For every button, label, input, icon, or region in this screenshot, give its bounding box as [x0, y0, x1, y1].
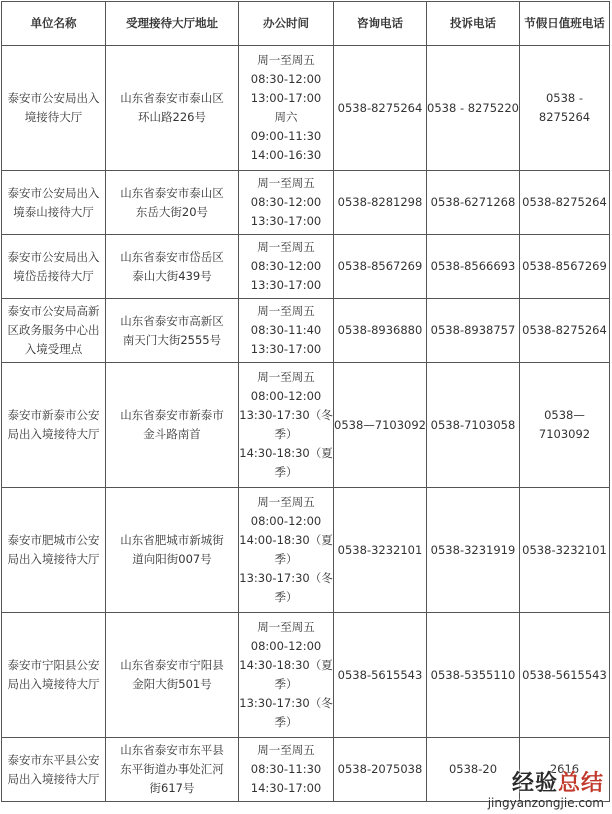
hours-cell: 周一至周五 08:30-12:00 13:00-17:00 周六 09:00-11:30 14:00-16:30: [239, 46, 334, 171]
consult-phone-cell: 0538-8275264: [334, 46, 427, 171]
unit-name-cell: 泰安市公安局高新 区政务服务中心出 入境受理点: [2, 299, 106, 363]
complaint-phone-cell: 0538-3231919: [427, 488, 520, 613]
hours-cell: 周一至周五 08:30-11:40 13:30-17:00: [239, 299, 334, 363]
holiday-phone-cell: 0538-5615543: [520, 613, 610, 738]
address-cell: 山东省泰安市东平县 东平街道办事处汇河 街617号: [106, 738, 239, 802]
hours-cell: 周一至周五 08:00-12:00 14:30-18:30（夏 季） 13:30-17:30（冬 季）: [239, 613, 334, 738]
header-unit: 单位名称: [2, 2, 106, 46]
address-cell: 山东省泰安市高新区 南天门大街2555号: [106, 299, 239, 363]
hours-cell: 周一至周五 08:00-12:00 14:00-18:30（夏 季） 13:30-17:30（冬 季）: [239, 488, 334, 613]
header-address: 受理接待大厅地址: [106, 2, 239, 46]
table-row: [2, 46, 610, 171]
address-cell: 山东省泰安市泰山区 环山路226号: [106, 46, 239, 171]
complaint-phone-cell: 0538-5355110: [427, 613, 520, 738]
hours-cell: 周一至周五 08:30-11:30 14:30-17:00: [239, 738, 334, 802]
holiday-phone-cell: 0538-3232101: [520, 488, 610, 613]
unit-name-cell: 泰安市东平县公安 局出入境接待大厅: [2, 738, 106, 802]
address-cell: 山东省泰安市新泰市 金斗路南首: [106, 363, 239, 488]
consult-phone-cell: 0538—7103092: [334, 363, 427, 488]
complaint-phone-cell: 0538-20: [427, 738, 520, 802]
table-row: [2, 488, 610, 613]
complaint-phone-cell: 0538-7103058: [427, 363, 520, 488]
table-row: [2, 299, 610, 363]
consult-phone-cell: 0538-2075038: [334, 738, 427, 802]
table-row: [2, 613, 610, 738]
header-consult-phone: 咨询电话: [334, 2, 427, 46]
unit-name-cell: 泰安市宁阳县公安 局出入境接待大厅: [2, 613, 106, 738]
header-row: [2, 2, 610, 46]
complaint-phone-cell: 0538 - 8275220: [427, 46, 520, 171]
holiday-phone-cell: 2616: [520, 738, 610, 802]
unit-name-cell: 泰安市新泰市公安 局出入境接待大厅: [2, 363, 106, 488]
unit-name-cell: 泰安市公安局出入 境岱岳接待大厅: [2, 235, 106, 299]
consult-phone-cell: 0538-3232101: [334, 488, 427, 613]
address-cell: 山东省泰安市泰山区 东岳大街20号: [106, 171, 239, 235]
holiday-phone-cell: 0538-8275264: [520, 171, 610, 235]
header-holiday-phone: 节假日值班电话: [520, 2, 610, 46]
holiday-phone-cell: 0538-8275264: [520, 299, 610, 363]
address-cell: 山东省泰安市岱岳区 泰山大街439号: [106, 235, 239, 299]
office-table: [1, 1, 610, 802]
unit-name-cell: 泰安市公安局出入 境泰山接待大厅: [2, 171, 106, 235]
holiday-phone-cell: 0538— 7103092: [520, 363, 610, 488]
unit-name-cell: 泰安市肥城市公安 局出入境接待大厅: [2, 488, 106, 613]
consult-phone-cell: 0538-8567269: [334, 235, 427, 299]
complaint-phone-cell: 0538-6271268: [427, 171, 520, 235]
consult-phone-cell: 0538-8281298: [334, 171, 427, 235]
table-row: [2, 171, 610, 235]
header-complaint-phone: 投诉电话: [427, 2, 520, 46]
hours-cell: 周一至周五 08:30-12:00 13:30-17:00: [239, 171, 334, 235]
holiday-phone-cell: 0538 - 8275264: [520, 46, 610, 171]
complaint-phone-cell: 0538-8938757: [427, 299, 520, 363]
table-row: [2, 363, 610, 488]
complaint-phone-cell: 0538-8566693: [427, 235, 520, 299]
table-row: [2, 738, 610, 802]
consult-phone-cell: 0538-8936880: [334, 299, 427, 363]
hours-cell: 周一至周五 08:30-12:00 13:30-17:00: [239, 235, 334, 299]
table-row: [2, 235, 610, 299]
address-cell: 山东省肥城市新城街 道向阳街007号: [106, 488, 239, 613]
address-cell: 山东省泰安市宁阳县 金阳大街501号: [106, 613, 239, 738]
header-hours: 办公时间: [239, 2, 334, 46]
watermark-url: jingyanzongjie.com: [487, 796, 604, 810]
holiday-phone-cell: 0538-8567269: [520, 235, 610, 299]
watermark-title: 经验总结: [511, 771, 604, 796]
hours-cell: 周一至周五 08:00-12:00 13:30-17:30（冬 季） 14:30-18:30（夏 季）: [239, 363, 334, 488]
unit-name-cell: 泰安市公安局出入 境接待大厅: [2, 46, 106, 171]
consult-phone-cell: 0538-5615543: [334, 613, 427, 738]
